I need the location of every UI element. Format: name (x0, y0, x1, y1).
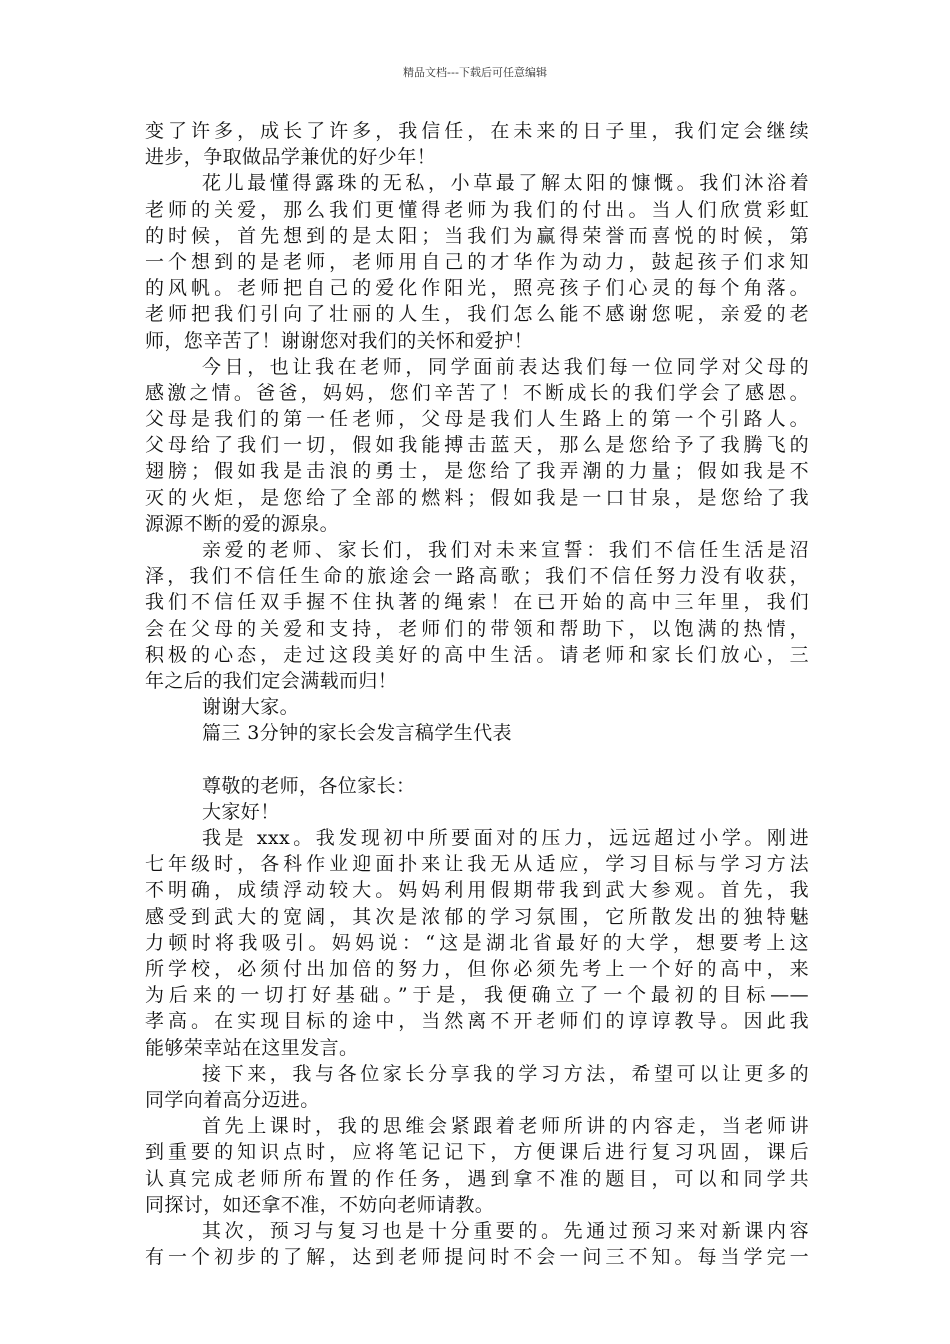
text-line: 花儿最懂得露珠的无私，小草最了解太阳的慷慨。我们沐浴着 (202, 172, 809, 195)
text-line: 不明确，成绩浮动较大。妈妈利用假期带我到武大参观。首先，我 (145, 879, 809, 902)
text-line: 泽，我们不信任生命的旅途会一路高歌；我们不信任努力没有收获， (145, 565, 809, 588)
text-line: 今日，也让我在老师，同学面前表达我们每一位同学对父母的 (202, 355, 809, 378)
text-line: 翅膀；假如我是击浪的勇士，是您给了我弄潮的力量；假如我是不 (145, 460, 809, 483)
text-line: 篇三 3分钟的家长会发言稿学生代表 (202, 722, 512, 745)
text-line: 师，您辛苦了！谢谢您对我们的关怀和爱护！ (145, 329, 534, 352)
text-line: 其次，预习与复习也是十分重要的。先通过预习来对新课内容 (202, 1219, 809, 1242)
text-line: 灭的火炬，是您给了全部的燃料；假如我是一口甘泉，是您给了我 (145, 486, 809, 509)
text-line: 变了许多，成长了许多，我信任，在未来的日子里，我们定会继续 (145, 120, 809, 142)
text-line: 能够荣幸站在这里发言。 (145, 1036, 359, 1059)
text-line: 为后来的一切打好基础。”于是，我便确立了一个最初的目标—— (145, 984, 809, 1007)
text-line: 会在父母的关爱和支持，老师们的带领和帮助下，以饱满的热情， (145, 617, 809, 640)
text-line: 同探讨，如还拿不准，不妨向老师请教。 (145, 1193, 495, 1216)
text-line: 力顿时将我吸引。妈妈说：“这是湖北省最好的大学，想要考上这 (145, 931, 809, 954)
text-line: 年之后的我们定会满载而归！ (145, 669, 398, 692)
text-line: 一个想到的是老师，老师用自己的才华作为动力，鼓起孩子们求知 (145, 250, 809, 273)
text-line: 感激之情。爸爸，妈妈，您们辛苦了！不断成长的我们学会了感恩。 (145, 381, 809, 404)
text-line: 认真完成老师所布置的作任务，遇到拿不准的题目，可以和同学共 (145, 1167, 809, 1190)
text-line: 父母是我们的第一任老师，父母是我们人生路上的第一个引路人。 (145, 408, 809, 431)
text-line: 孝高。在实现目标的途中，当然离不开老师们的谆谆教导。因此我 (145, 1010, 809, 1033)
text-line: 接下来，我与各位家长分享我的学习方法，希望可以让更多的 (202, 1062, 809, 1085)
text-line: 同学向着高分迈进。 (145, 1088, 320, 1111)
text-line: 所学校，必须付出加倍的努力，但你必须先考上一个好的高中，来 (145, 958, 809, 980)
text-line: 积极的心态，走过这段美好的高中生活。请老师和家长们放心，三 (145, 643, 809, 666)
text-line: 七年级时，各科作业迎面扑来让我无从适应，学习目标与学习方法 (145, 853, 809, 876)
text-line: 尊敬的老师，各位家长： (202, 774, 416, 797)
text-line: 亲爱的老师、家长们，我们对未来宣誓：我们不信任生活是沼 (202, 539, 809, 561)
text-line: 大家好！ (202, 800, 280, 823)
document-body (145, 118, 809, 1270)
text-line: 源源不断的爱的源泉。 (145, 512, 340, 535)
text-line: 父母给了我们一切，假如我能搏击蓝天，那么是您给予了我腾飞的 (145, 434, 809, 457)
text-line: 有一个初步的了解，达到老师提问时不会一问三不知。每当学完一 (145, 1246, 809, 1269)
text-line: 首先上课时，我的思维会紧跟着老师所讲的内容走，当老师讲 (202, 1115, 809, 1138)
text-line: 的风帆。老师把自己的爱化作阳光，照亮孩子们心灵的每个角落。 (145, 277, 809, 300)
page-header: 精品文档---下载后可任意编辑 (403, 66, 547, 79)
text-line: 感受到武大的宽阔，其次是浓郁的学习氛围，它所散发出的独特魅 (145, 905, 809, 928)
text-line: 我是 xxx。我发现初中所要面对的压力，远远超过小学。刚进 (202, 827, 809, 850)
text-line: 老师把我们引向了壮丽的人生，我们怎么能不感谢您呢，亲爱的老 (145, 303, 809, 326)
text-line: 我们不信任双手握不住执著的绳索！在已开始的高中三年里，我们 (145, 591, 809, 614)
text-line: 进步，争取做品学兼优的好少年！ (145, 146, 437, 169)
blank-line (145, 747, 809, 773)
text-line: 的时候，首先想到的是太阳；当我们为赢得荣誉而喜悦的时候，第 (145, 224, 809, 247)
text-line: 到重要的知识点时，应将笔记记下，方便课后进行复习巩固，课后 (145, 1141, 809, 1164)
text-line: 老师的关爱，那么我们更懂得老师为我们的付出。当人们欣赏彩虹 (145, 198, 809, 221)
text-line: 谢谢大家。 (202, 696, 300, 719)
